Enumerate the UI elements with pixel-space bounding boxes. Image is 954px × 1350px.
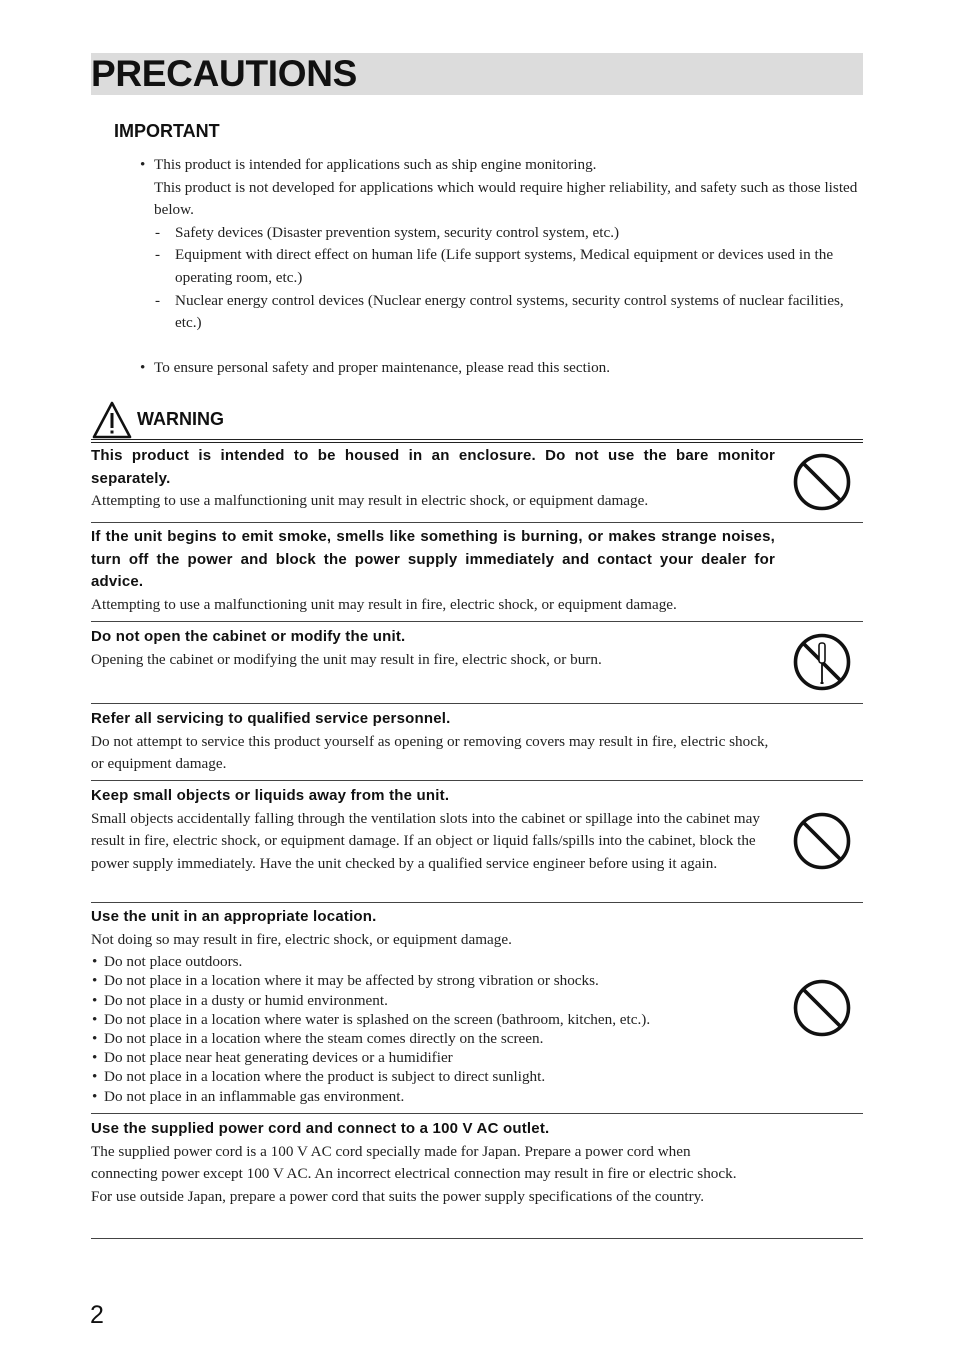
warning-heading: WARNING [137,409,224,429]
important-dash-item: - Equipment with direct effect on human life (Life support systems, Medical equipment or devices used in the operating room, etc.) [154,244,865,289]
important-bullet [140,154,865,222]
important-bullet: • To ensure personal safety and proper maintenance, please read this section. [140,357,865,380]
list-item: • Do not place in a location where it may be affected by strong vibration or shocks. [91,971,775,990]
divider [91,522,863,523]
warning-item-title: Use the unit in an appropriate location. [91,908,377,925]
warning-item [91,785,775,875]
warning-item-title: Use the supplied power cord and connect to a 100 V AC outlet. [91,1120,550,1137]
prohibition-icon [792,452,852,512]
warning-item [91,1118,791,1208]
warning-item-body: Not doing so may result in fire, electric shock, or equipment damage. [91,930,512,948]
warning-item-body: The supplied power cord is a 100 V AC cord specially made for Japan. Prepare a power cord when connecting power except 100 V AC. An incorrect electrical connection may result in fire or electric shock. [91,1142,737,1183]
list-item: • Do not place in a location where the steam comes directly on the screen. [91,1029,775,1048]
list-item: • Do not place in a dusty or humid environment. [91,991,775,1010]
page-number: 2 [90,1301,104,1329]
warning-item-body: Do not attempt to service this product yourself as opening or removing covers may result in fire, electric shock, or equipment damage. [91,732,769,773]
warning-triangle-icon [92,401,132,439]
warning-item-body: Attempting to use a malfunctioning unit may result in fire, electric shock, or equipment damage. [91,595,677,613]
warning-item [91,708,775,776]
warning-item-body: Small objects accidentally falling through the ventilation slots into the cabinet or spillage into the cabinet may result in fire, electric shock, or equipment damage. If an object or liquid falls/spills into the cabinet, block the power supply immediately. Have the unit checked by a qualified service engineer before using it again. [91,809,760,872]
list-item: • Do not place in an inflammable gas environment. [91,1087,775,1106]
important-bullet-line: • This product is intended for applications such as ship engine monitoring. [154,156,597,173]
divider [91,780,863,781]
warning-item [91,626,775,671]
warning-item-title: If the unit begins to emit smoke, smells like something is burning, or makes strange noises, turn off the power and block the power supply immediately and contact your dealer for advice. [91,528,775,591]
warning-item [91,526,775,616]
warning-item-title: Refer all servicing to qualified service personnel. [91,710,451,727]
important-list [140,154,865,379]
list-item: • Do not place outdoors. [91,952,775,971]
warning-item-title: Do not open the cabinet or modify the unit. [91,628,406,645]
list-item: • Do not place near heat generating devices or a humidifier [91,1048,775,1067]
divider [91,902,863,903]
important-dash-item: - Safety devices (Disaster prevention system, security control system, etc.) [154,222,865,245]
warning-item-title: Keep small objects or liquids away from the unit. [91,787,450,804]
warning-item-body: Attempting to use a malfunctioning unit may result in electric shock, or equipment damage. [91,492,649,510]
prohibition-icon [792,811,852,871]
warning-item-body: Opening the cabinet or modifying the unit may result in fire, electric shock, or burn. [91,650,602,668]
divider [91,1113,863,1114]
divider [91,1238,863,1239]
warning-item [91,906,775,1106]
important-dash-item: - Nuclear energy control devices (Nuclear energy control systems, security control systems of nuclear facilities, etc.) [154,290,865,335]
warning-item-title: This product is intended to be housed in an enclosure. Do not use the bare monitor separately. [91,447,775,487]
divider [91,703,863,704]
divider [91,621,863,622]
warning-item [91,445,775,513]
important-bullet-line: This product is not developed for applications which would require higher reliability, and safety such as those listed below. [154,178,858,219]
important-heading: IMPORTANT [114,121,220,141]
prohibition-icon [792,978,852,1038]
title-banner [91,53,863,95]
do-not-disassemble-icon [792,632,852,692]
list-item: • Do not place in a location where water is splashed on the screen (bathroom, kitchen, etc.). [91,1010,775,1029]
location-list [91,952,775,1106]
warning-header [91,400,391,440]
warning-item-body: For use outside Japan, prepare a power cord that suits the power supply specifications of the country. [91,1187,705,1205]
warning-double-rule [91,439,863,443]
page-title: PRECAUTIONS [91,53,357,94]
list-item: • Do not place in a location where the product is subject to direct sunlight. [91,1067,775,1086]
